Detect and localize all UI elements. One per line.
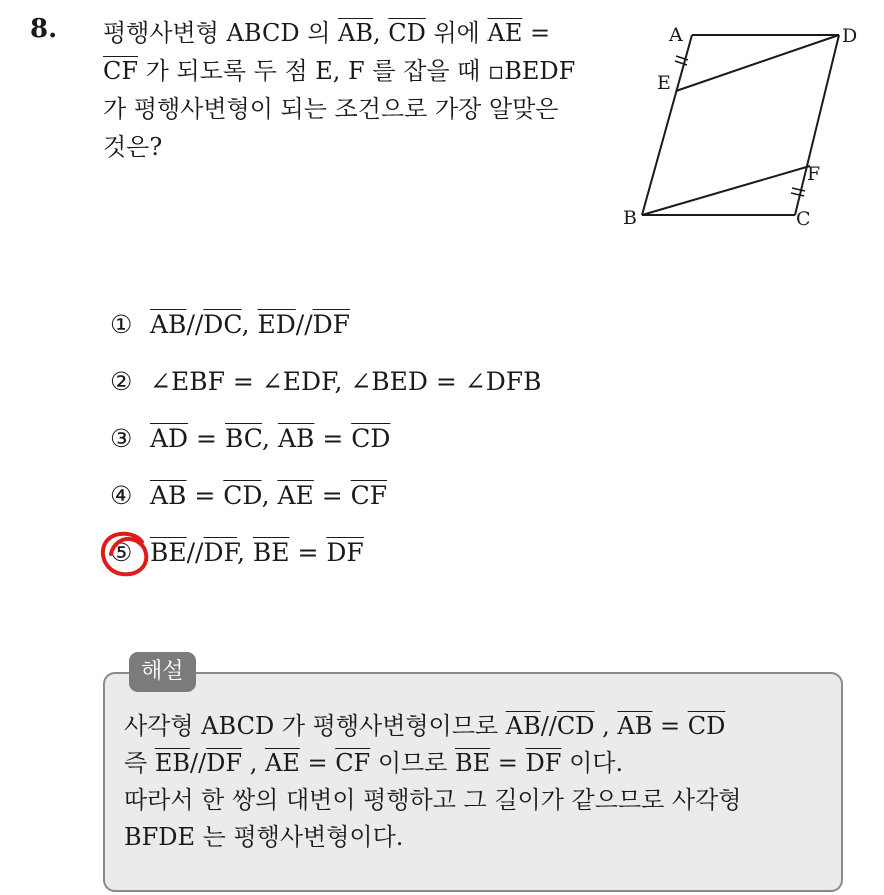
label-c: C — [796, 208, 811, 230]
side-dc — [795, 35, 839, 215]
solution-line-1: 사각형 ABCD 가 평행사변형이므로 $\overline{AB}//\overline{CD}$ , $\overline{AB} = \overline{CD}$ — [124, 712, 726, 740]
label-d: D — [842, 25, 858, 47]
question-line-4: 것은? — [103, 133, 163, 161]
label-f: F — [807, 163, 821, 185]
choice-1[interactable]: ① $\overline{AB}//\overline{DC}$, $\overline{ED}//\overline{DF}$ — [110, 310, 351, 339]
side-ba — [642, 35, 692, 215]
solution-line-2: 즉 $\overline{EB}//\overline{DF}$ , $\overline{AE} = \overline{CF}$ 이므로 $\overline{BE} = \overline{DF}$ 이다. — [124, 749, 624, 777]
parallelogram-figure — [605, 15, 865, 235]
solution-line-4: BFDE 는 평행사변형이다. — [124, 823, 404, 851]
question-line-2: $\overline{CF}$ 가 되도록 두 점 E, F 를 잡을 때 ▫BEDF — [103, 57, 576, 85]
question-line-1: 평행사변형 ABCD 의 $\overline{AB}$, $\overline{CD}$ 위에 $\overline{AE}$ = — [103, 19, 551, 47]
question-text — [103, 14, 603, 166]
label-e: E — [657, 72, 671, 94]
solution-text — [124, 708, 834, 856]
equal-length-ticks — [675, 56, 805, 196]
choice-4[interactable]: ④ $\overline{AB} = \overline{CD}$, $\overline{AE} = \overline{CF}$ — [110, 481, 388, 510]
label-a: A — [669, 24, 683, 46]
label-b: B — [623, 207, 637, 229]
solution-tag: 해설 — [129, 652, 196, 692]
question-number: 8. — [30, 14, 58, 44]
question-line-3: 가 평행사변형이 되는 조건으로 가장 알맞은 — [103, 95, 559, 123]
answer-circle-mark — [98, 528, 154, 580]
segment-bf — [642, 166, 810, 215]
choice-3[interactable]: ③ $\overline{AD} = \overline{BC}$, $\overline{AB} = \overline{CD}$ — [110, 424, 391, 453]
segment-ed — [676, 35, 839, 91]
choice-5[interactable]: ⑤ $\overline{BE}//\overline{DF}$, $\overline{BE} = \overline{DF}$ — [110, 538, 364, 567]
solution-line-3: 따라서 한 쌍의 대변이 평행하고 그 길이가 같으므로 사각형 — [124, 786, 742, 814]
choice-2[interactable]: ② ∠EBF = ∠EDF, ∠BED = ∠DFB — [110, 367, 542, 396]
